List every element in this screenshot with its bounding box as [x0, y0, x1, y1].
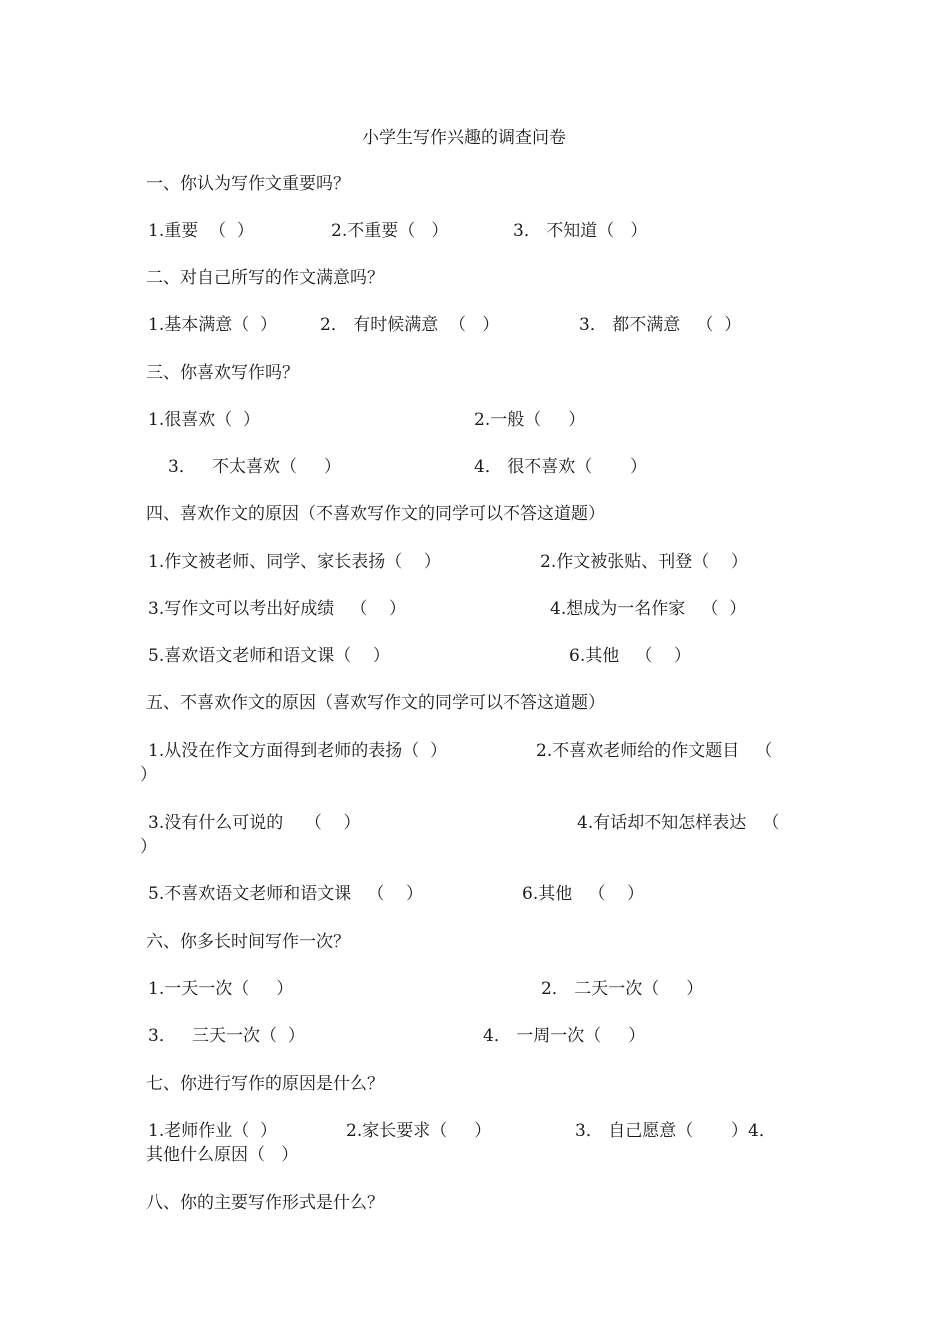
q7-option-4: 其他什么原因（ ）	[146, 1145, 299, 1165]
question-2: 二、对自己所写的作文满意吗？	[146, 268, 384, 288]
question-4: 四、喜欢作文的原因（不喜欢写作文的同学可以不答这道题）	[146, 504, 605, 524]
q2-option-2: 2． 有时候满意 （ ）	[320, 315, 500, 335]
q5-option-4: 4.有话却不知怎样表达 （	[577, 813, 780, 833]
q1-option-1: 1.重要 （ ）	[148, 221, 254, 241]
question-6: 六、你多长时间写作一次？	[146, 932, 350, 952]
q1-option-2: 2.不重要（ ）	[331, 221, 449, 241]
q4-option-1: 1.作文被老师、同学、家长表扬（ ）	[148, 552, 441, 572]
q4-option-3: 3.写作文可以考出好成绩 （ ）	[148, 599, 407, 619]
question-7: 七、你进行写作的原因是什么？	[146, 1074, 384, 1094]
q5-option-3: 3.没有什么可说的 （ ）	[148, 813, 361, 833]
q4-option-6: 6.其他 （ ）	[569, 646, 692, 666]
question-5: 五、不喜欢作文的原因（喜欢写作文的同学可以不答这道题）	[146, 693, 605, 713]
q4-option-2: 2.作文被张贴、刊登（ ）	[540, 552, 748, 572]
q4-option-4: 4.想成为一名作家 （ ）	[550, 599, 747, 619]
question-1: 一、你认为写作文重要吗？	[146, 174, 350, 194]
q7-option-2: 2.家长要求（ ）	[346, 1121, 492, 1141]
q5-option-5: 5.不喜欢语文老师和语文课 （ ）	[148, 884, 424, 904]
q6-option-3: 3． 三天一次（ ）	[148, 1026, 305, 1046]
q5-option-4-continued: ）	[140, 837, 157, 857]
q6-option-2: 2． 二天一次（ ）	[541, 979, 704, 999]
q6-option-1: 1.一天一次（ ）	[148, 979, 294, 999]
question-3: 三、你喜欢写作吗？	[146, 363, 299, 383]
q6-option-4: 4． 一周一次（ ）	[483, 1026, 646, 1046]
q3-option-2: 2.一般（ ）	[474, 410, 586, 430]
q2-option-3: 3． 都不满意 （ ）	[579, 315, 742, 335]
q7-option-3: 3． 自己愿意（ ）4．	[575, 1121, 776, 1141]
q3-option-1: 1.很喜欢（ ）	[148, 410, 261, 430]
q4-option-5: 5.喜欢语文老师和语文课（ ）	[148, 646, 390, 666]
page-title: 小学生写作兴趣的调查问卷	[362, 128, 566, 148]
q5-option-1: 1.从没在作文方面得到老师的表扬（ ）	[148, 741, 448, 761]
q1-option-3: 3． 不知道（ ）	[513, 221, 648, 241]
q5-option-2-continued: ）	[140, 765, 157, 785]
q7-option-1: 1.老师作业（ ）	[148, 1121, 278, 1141]
q5-option-2: 2.不喜欢老师给的作文题目 （	[536, 741, 773, 761]
question-8: 八、你的主要写作形式是什么？	[146, 1193, 384, 1213]
q5-option-6: 6.其他 （ ）	[522, 884, 645, 904]
q3-option-3: 3． 不太喜欢（ ）	[168, 457, 342, 477]
q3-option-4: 4． 很不喜欢（ ）	[474, 457, 648, 477]
q2-option-1: 1.基本满意（ ）	[148, 315, 278, 335]
